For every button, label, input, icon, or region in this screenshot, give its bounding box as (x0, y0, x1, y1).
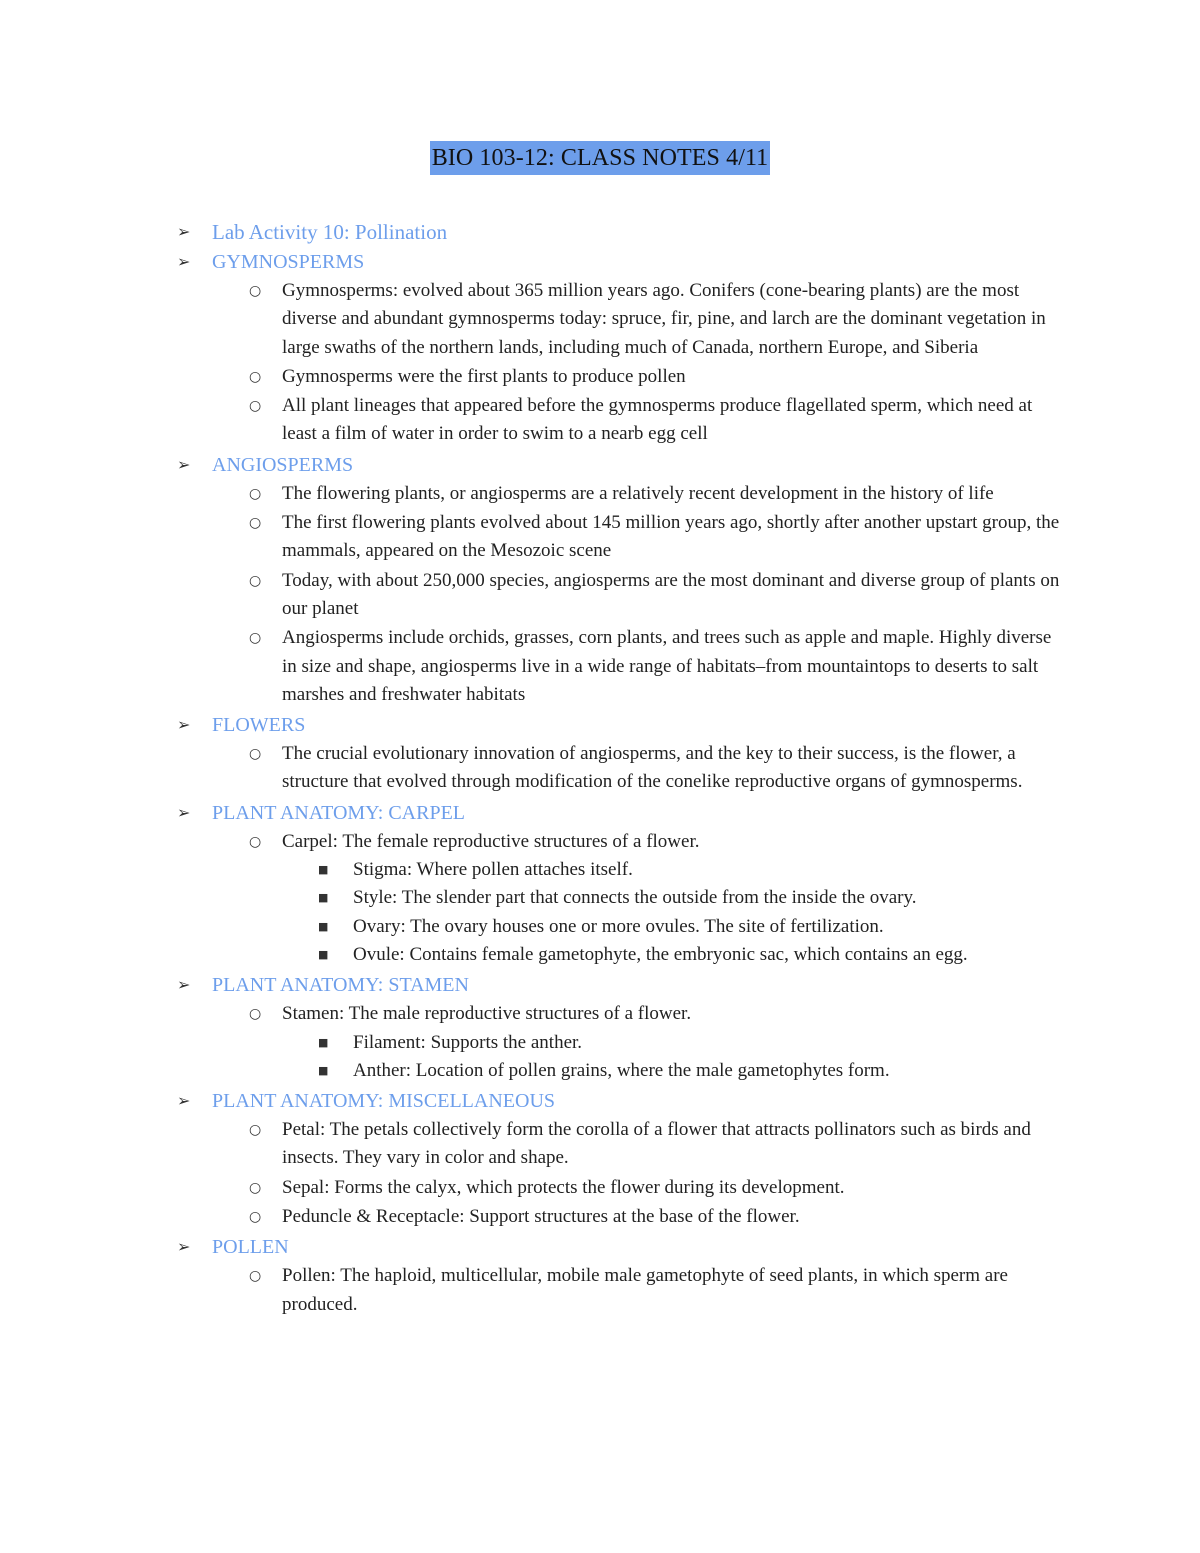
square-bullet-icon: ■ (318, 919, 329, 933)
arrow-bullet-icon: ➢ (177, 1237, 191, 1257)
list-item (0, 480, 1062, 508)
sub-list-item-text: Ovule: Contains female gametophyte, the embryonic sac, which contains an egg. (353, 943, 968, 965)
list-item (0, 1116, 1062, 1173)
list-item (0, 277, 1062, 362)
square-bullet-icon: ■ (318, 947, 329, 961)
list-item-text: The crucial evolutionary innovation of angiosperms, and the key to their success, is the flower, a structure that evolved through modification of the conelike reproductive organs of gymnosperms. (282, 743, 1023, 793)
section-heading (0, 1085, 1200, 1115)
list-item-text: Gymnosperms were the first plants to produce pollen (282, 365, 686, 387)
list-item-text: Angiosperms include orchids, grasses, corn plants, and trees such as apple and maple. Highly diverse in size and shape, angiosperms live in a wide range of habitats–from mountaintops to deserts to salt marshes and freshwater habitats (282, 627, 1052, 705)
sub-list-item (0, 1057, 1073, 1085)
circle-bullet-icon: ○ (249, 485, 262, 502)
section-heading (0, 797, 1200, 827)
list-item (0, 392, 1062, 449)
notes-content (0, 216, 1200, 1319)
section-heading-text: GYMNOSPERMS (212, 251, 365, 273)
circle-bullet-icon: ○ (249, 1268, 262, 1285)
circle-bullet-icon: ○ (249, 1006, 262, 1023)
circle-bullet-icon: ○ (249, 1209, 262, 1226)
square-bullet-icon: ■ (318, 1035, 329, 1049)
circle-bullet-icon: ○ (249, 746, 262, 763)
arrow-bullet-icon: ➢ (177, 975, 191, 995)
section-heading (0, 216, 1200, 246)
section-heading-text: PLANT ANATOMY: STAMEN (212, 974, 469, 997)
circle-bullet-icon: ○ (249, 833, 262, 850)
sub-list-item-text: Style: The slender part that connects the outside from the inside the ovary. (353, 887, 917, 909)
arrow-bullet-icon: ➢ (177, 802, 191, 822)
list-item (0, 1262, 1062, 1319)
section-heading (0, 709, 1200, 739)
sub-list-item (0, 884, 1073, 912)
section-heading-text: FLOWERS (212, 714, 306, 737)
arrow-bullet-icon: ➢ (177, 222, 191, 241)
list-item (0, 828, 1062, 856)
circle-bullet-icon: ○ (249, 572, 262, 589)
sub-list-item-text: Ovary: The ovary houses one or more ovules. The site of fertilization. (353, 915, 884, 937)
section-heading (0, 449, 1200, 479)
square-bullet-icon: ■ (318, 891, 329, 905)
list-item-text: Gymnosperms: evolved about 365 million years ago. Conifers (cone-bearing plants) are the most diverse and abundant gymnosperms today: spruce, fir, pine, and larch are the dominant vegetation in large swaths of the northern lands, including much of Canada, northern Europe, and Siberia (282, 280, 1046, 358)
square-bullet-icon: ■ (318, 863, 329, 877)
sub-list-item-text: Filament: Supports the anther. (353, 1031, 583, 1053)
list-item (0, 509, 1062, 566)
title-row (0, 141, 1200, 175)
arrow-bullet-icon: ➢ (177, 715, 191, 735)
list-item-text: Peduncle & Receptacle: Support structures at the base of the flower. (282, 1206, 800, 1228)
circle-bullet-icon: ○ (249, 283, 262, 299)
sub-list-item (0, 856, 1073, 884)
list-item-text: Petal: The petals collectively form the corolla of a flower that attracts pollinators such as birds and insects. They vary in color and shape. (282, 1119, 1031, 1169)
list-item (0, 567, 1062, 624)
list-item-text: All plant lineages that appeared before the gymnosperms produce flagellated sperm, which need at least a film of water in order to swim to a nearb egg cell (282, 395, 1033, 445)
sub-list-item (0, 913, 1073, 941)
list-item-text: Today, with about 250,000 species, angiosperms are the most dominant and diverse group of plants on our planet (282, 569, 1060, 619)
list-item (0, 363, 1062, 391)
list-item (0, 1203, 1062, 1231)
section-heading-text: PLANT ANATOMY: CARPEL (212, 801, 466, 824)
sub-list-item (0, 941, 1073, 969)
section-heading-text: PLANT ANATOMY: MISCELLANEOUS (212, 1090, 556, 1113)
circle-bullet-icon: ○ (249, 1122, 262, 1139)
list-item-text: Sepal: Forms the calyx, which protects the flower during its development. (282, 1176, 845, 1198)
list-item-text: The first flowering plants evolved about 145 million years ago, shortly after another upstart group, the mammals, appeared on the Mesozoic scene (282, 512, 1060, 562)
arrow-bullet-icon: ➢ (177, 252, 191, 271)
circle-bullet-icon: ○ (249, 398, 262, 415)
arrow-bullet-icon: ➢ (177, 454, 191, 474)
sub-list-item-text: Stigma: Where pollen attaches itself. (353, 859, 633, 881)
list-item-text: Stamen: The male reproductive structures of a flower. (282, 1003, 692, 1025)
circle-bullet-icon: ○ (249, 1179, 262, 1196)
list-item-text: The flowering plants, or angiosperms are a relatively recent development in the history of life (282, 482, 994, 504)
list-item-text: Carpel: The female reproductive structures of a flower. (282, 830, 700, 852)
list-item (0, 1000, 1062, 1028)
list-item (0, 624, 1062, 709)
circle-bullet-icon: ○ (249, 368, 262, 385)
section-heading-text: ANGIOSPERMS (212, 453, 354, 476)
circle-bullet-icon: ○ (249, 515, 262, 532)
page-title: BIO 103-12: CLASS NOTES 4/11 (430, 141, 771, 175)
list-item-text: Pollen: The haploid, multicellular, mobile male gametophyte of seed plants, in which sperm are produced. (282, 1265, 1008, 1315)
section-heading-text: Lab Activity 10: Pollination (212, 220, 448, 244)
list-item (0, 740, 1062, 797)
sub-list-item (0, 1029, 1073, 1057)
list-item (0, 1174, 1062, 1202)
circle-bullet-icon: ○ (249, 630, 262, 647)
square-bullet-icon: ■ (318, 1063, 329, 1077)
section-heading-text: POLLEN (212, 1236, 289, 1259)
section-heading (0, 246, 1200, 276)
sub-list-item-text: Anther: Location of pollen grains, where the male gametophytes form. (353, 1059, 890, 1081)
section-heading (0, 969, 1200, 999)
arrow-bullet-icon: ➢ (177, 1091, 191, 1111)
section-heading (0, 1231, 1200, 1261)
